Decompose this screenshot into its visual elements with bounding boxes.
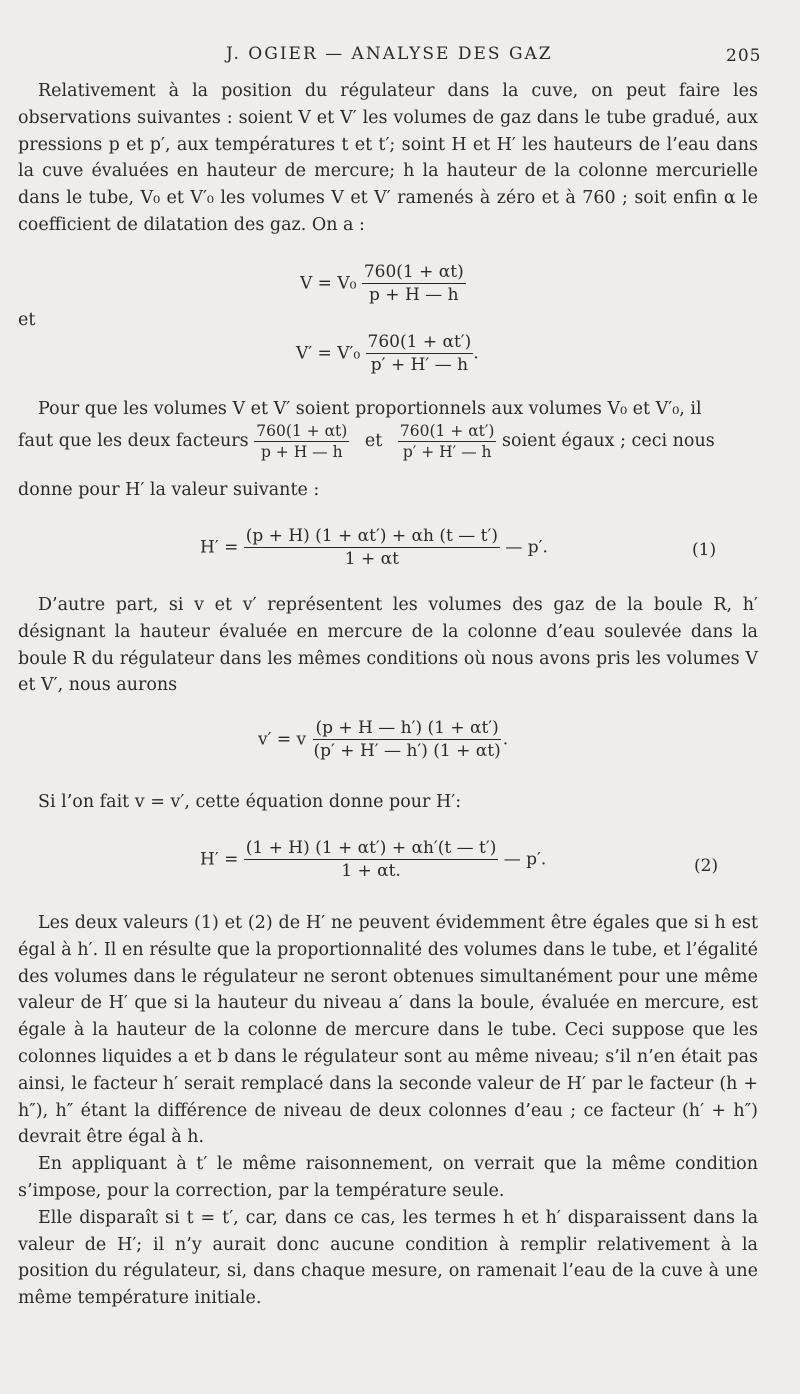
factor-2-denominator: p′ + H′ — h: [402, 443, 492, 461]
equation-v-small-tail: .: [502, 729, 509, 750]
paragraph-2-line-1: Pour que les volumes V et V′ soient proportionnels aux volumes V₀ et V′₀, il: [38, 399, 702, 419]
paragraph-4: Si l’on fait v = v′, cette équation donne pour H′:: [38, 792, 462, 812]
equation-2-number: (2): [694, 856, 719, 876]
paragraph-7-text: Elle disparaît si t = t′, car, dans ce cas, les termes h et h′ disparaissent dans la valeur de H′; il n’y aurait donc aucune condition à remplir relativement à la position du régulateur, si, dans chaque mesure, on ramenait l’eau de la cuve à une même température initiale.: [18, 1207, 758, 1309]
equation-1-denominator: 1 + αt: [344, 549, 399, 569]
paragraph-1-text: Relativement à la position du régulateur dans la cuve, on peut faire les observations suivantes : soient V et V′ les volumes de gaz dans le tube gradué, aux pressions p et p′, aux températures t et t′; soint H et H′ les hauteurs de l’eau dans la cuve évaluées en hauteur de mercure; h la hauteur de la colonne mercurielle dans le tube, V₀ et V′₀ les volumes V et V′ ramenés à zéro et à 760 ; soit enfin α le coefficient de dilatation des gaz. On a :: [18, 81, 758, 235]
paragraph-5-text: Les deux valeurs (1) et (2) de H′ ne peuvent évidemment être égales que si h est égal à h′. Il en résulte que la proportionnalité des volumes dans le tube, et l’égalité des volumes dans le régulateur ne seront obtenues simultanément pour une même valeur de H′ que si la hauteur du niveau a′ dans la boule, évaluée en mercure, est égale à la hauteur de la colonne de mercure dans le tube. Ceci suppose que les colonnes liquides a et b dans le régulateur sont au même niveau; s’il n’en était pas ainsi, le facteur h′ serait remplacé dans la seconde valeur de H′ par le facteur (h + h″), h″ étant la différence de niveau de deux colonnes d’eau ; ce facteur (h′ + h″) devrait être égal à h.: [18, 913, 758, 1148]
equation-1: [200, 526, 548, 569]
paragraph-2-post: soient égaux ; ceci nous: [502, 431, 715, 451]
paragraph-2-line-2: [18, 422, 778, 461]
equation-vprime-lhs: V′ = V′₀: [296, 343, 361, 364]
equation-v: [300, 262, 466, 305]
equation-2-fraction: [244, 838, 499, 881]
paragraph-3-text: D’autre part, si v et v′ représentent les volumes des gaz de la boule R, h′ désignant la hauteur évaluée en mercure de la colonne d’eau soulevée dans la boule R du régulateur dans les mêmes conditions où nous avons pris les volumes V et V′, nous aurons: [18, 595, 758, 696]
paragraph-3: [18, 592, 758, 699]
equation-2-tail: — p′.: [503, 849, 547, 870]
connector-et: et: [18, 310, 36, 330]
equation-v-small-denominator: (p′ + H′ — h′) (1 + αt): [313, 741, 501, 761]
equation-2-denominator: 1 + αt.: [341, 861, 401, 881]
equation-2-lhs: H′ =: [200, 849, 239, 870]
equation-2: [200, 838, 546, 881]
equation-v-small-lhs: v′ = v: [258, 729, 307, 750]
equation-v-small: [258, 718, 508, 761]
equation-v-lhs: V = V₀: [300, 273, 357, 294]
paragraph-5: [18, 910, 758, 1312]
equation-v-small-numerator: (p + H — h′) (1 + αt′): [315, 718, 499, 738]
factor-2-numerator: 760(1 + αt′): [399, 422, 495, 440]
paragraph-2-mid: et: [364, 431, 383, 451]
running-header: [0, 44, 800, 68]
equation-vprime: [296, 332, 479, 375]
equation-1-numerator: (p + H) (1 + αt′) + αh (t — t′): [245, 526, 498, 546]
paragraph-6-text: En appliquant à t′ le même raisonnement, on verrait que la même condition s’impose, pour la correction, par la température seule.: [18, 1154, 758, 1201]
equation-v-numerator: 760(1 + αt): [363, 262, 464, 282]
equation-2-numerator: (1 + H) (1 + αt′) + αh′(t — t′): [245, 838, 497, 858]
page-number: 205: [726, 46, 762, 66]
equation-vprime-denominator: p′ + H′ — h: [370, 355, 469, 375]
equation-1-fraction: [244, 526, 500, 569]
equation-v-fraction: [362, 262, 466, 305]
factor-1-numerator: 760(1 + αt): [256, 422, 348, 440]
equation-1-tail: — p′.: [505, 537, 548, 558]
equation-1-number: (1): [692, 540, 717, 560]
factor-2-fraction: [398, 422, 497, 461]
paragraph-1: [18, 78, 758, 239]
equation-vprime-tail: .: [473, 343, 479, 364]
paragraph-2-line-3: donne pour H′ la valeur suivante :: [18, 480, 320, 500]
running-title: J. OGIER — ANALYSE DES GAZ: [226, 44, 553, 64]
factor-1-fraction: [254, 422, 349, 461]
equation-1-lhs: H′ =: [200, 537, 239, 558]
equation-vprime-fraction: [366, 332, 474, 375]
equation-v-small-fraction: [312, 718, 503, 761]
paragraph-2-pre: faut que les deux facteurs: [18, 431, 249, 451]
factor-1-denominator: p + H — h: [260, 443, 343, 461]
equation-v-denominator: p + H — h: [369, 285, 459, 305]
equation-vprime-numerator: 760(1 + αt′): [367, 332, 472, 352]
